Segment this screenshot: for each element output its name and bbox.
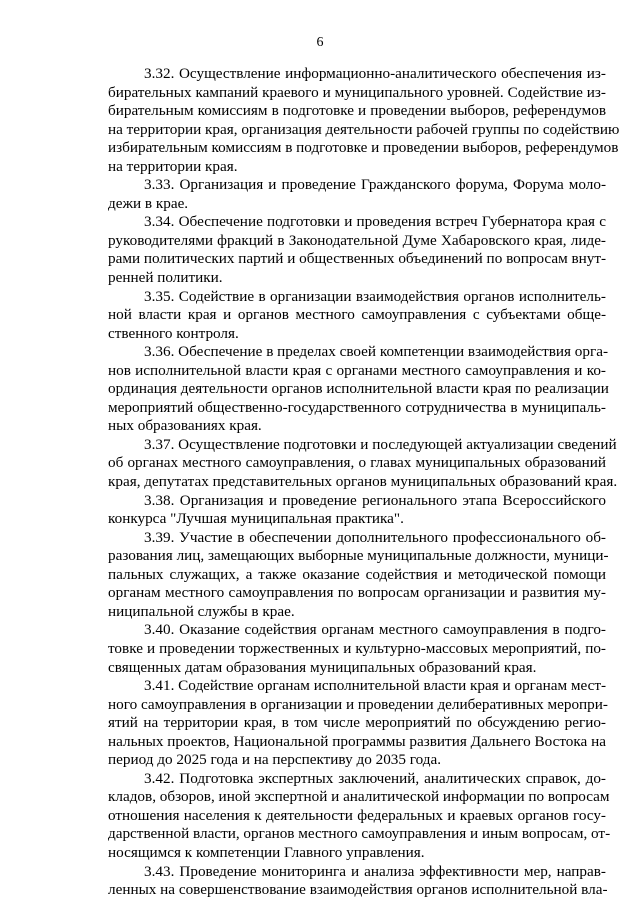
paragraph-3-37 (108, 435, 618, 492)
text-line: разования лиц, замещающих выборные муниципальные должности, муници- (108, 547, 609, 565)
text-line: пальных служащих, а также оказание содействия и методической помощи (108, 565, 606, 583)
paragraph-3-42 (108, 769, 611, 863)
paragraph-3-39 (108, 528, 609, 622)
paragraph-3-35 (108, 288, 606, 344)
text-line: нов исполнительной власти края с органами местного самоуправления и ко- (108, 361, 606, 379)
text-line: период до 2025 года и на перспективу до 2035 года. (108, 751, 442, 769)
text-line: на территории края. (108, 157, 238, 175)
paragraph-3-41 (108, 677, 606, 770)
text-line: 3.33. Организация и проведение Гражданского форума, Форума моло- (144, 176, 606, 194)
text-line: дарственной власти, органов местного самоуправления и иным вопросам, от- (108, 825, 611, 843)
text-line: мероприятий общественно-государственного сотрудничества в муниципаль- (108, 398, 606, 416)
text-line: ниципальной службы в крае. (108, 602, 295, 620)
paragraph-3-33 (108, 176, 606, 213)
text-line: отношения населения к деятельности федеральных и краевых органов госу- (108, 806, 606, 824)
text-line: ного самоуправления в организации и проведении делиберативных меропри- (108, 695, 608, 713)
text-line: ных образованиях края. (108, 417, 262, 435)
text-line: священных датам образования муниципальных образований края. (108, 658, 537, 676)
paragraph-3-43 (108, 863, 606, 900)
document-body (108, 65, 620, 900)
text-line: рами политических партий и общественных объединений по вопросам внут- (108, 250, 607, 268)
text-line: избирательным комиссиям в подготовке и проведении выборов, референдумов (108, 139, 619, 157)
paragraph-3-36 (108, 343, 609, 436)
text-line: 3.39. Участие в обеспечении дополнительного профессионального об- (144, 528, 606, 546)
text-line: бирательным комиссиям в подготовке и проведении выборов, референдумов (108, 102, 606, 120)
text-line: бирательных кампаний краевого и муниципального уровней. Содействие из- (108, 83, 606, 101)
text-line: товке и проведении торжественных и культурно-массовых мероприятий, по- (108, 639, 606, 657)
text-line: носящимся к компетенции Главного управления. (108, 843, 425, 861)
paragraph-3-32 (108, 65, 620, 176)
text-line: 3.42. Подготовка экспертных заключений, аналитических справок, до- (144, 769, 606, 787)
text-line: 3.32. Осуществление информационно-аналитического обеспечения из- (144, 65, 606, 82)
text-line: органам местного самоуправления по вопросам организации и развития му- (108, 584, 606, 602)
text-line: 3.35. Содействие в организации взаимодействия органов исполнитель- (144, 287, 606, 305)
text-line: ственного контроля. (108, 324, 239, 342)
text-line: 3.36. Обеспечение в пределах своей компетенции взаимодействия орга- (144, 343, 609, 361)
text-line: 3.43. Проведение мониторинга и анализа эффективности мер, направ- (144, 862, 606, 880)
paragraph-3-40 (108, 621, 606, 677)
text-line: 3.40. Оказание содействия органам местного самоуправления в подго- (144, 621, 606, 639)
text-line: руководителями фракций в Законодательной Думе Хабаровского края, лиде- (108, 231, 606, 249)
text-line: нальных проектов, Национальной программы развития Дальнего Востока на (108, 732, 606, 750)
text-line: конкурса "Лучшая муниципальная практика". (108, 510, 404, 528)
text-line: 3.41. Содействие органам исполнительной власти края и органам мест- (144, 677, 607, 695)
text-line: 3.37. Осуществление подготовки и последующей актуализации сведений (144, 435, 617, 453)
paragraph-3-38 (108, 492, 606, 529)
text-line: на территории края, организация деятельности рабочей группы по содействию (108, 120, 620, 138)
text-line: ной власти края и органов местного самоуправления с субъектами обще- (108, 306, 606, 324)
text-line: ленных на совершенствование взаимодействия органов исполнительной вла- (108, 881, 608, 899)
text-line: об органах местного самоуправления, о главах муниципальных образований (108, 454, 606, 472)
page-number: 6 (316, 35, 324, 50)
text-line: кладов, обзоров, иной экспертной и аналитической информации по вопросам (108, 788, 610, 806)
text-line: 3.38. Организация и проведение регионального этапа Всероссийского (144, 491, 606, 509)
text-line: ятий на территории края, в том числе мероприятий по обсуждению регио- (108, 714, 606, 732)
text-line: ренней политики. (108, 269, 223, 287)
text-line: края, депутатах представительных органов муниципальных образований края. (108, 473, 618, 491)
text-line: 3.34. Обеспечение подготовки и проведения встреч Губернатора края с (144, 213, 606, 231)
text-line: ординация деятельности органов исполнительной власти края по реализации (108, 380, 609, 398)
paragraph-3-34 (108, 213, 606, 287)
text-line: дежи в крае. (108, 194, 189, 212)
